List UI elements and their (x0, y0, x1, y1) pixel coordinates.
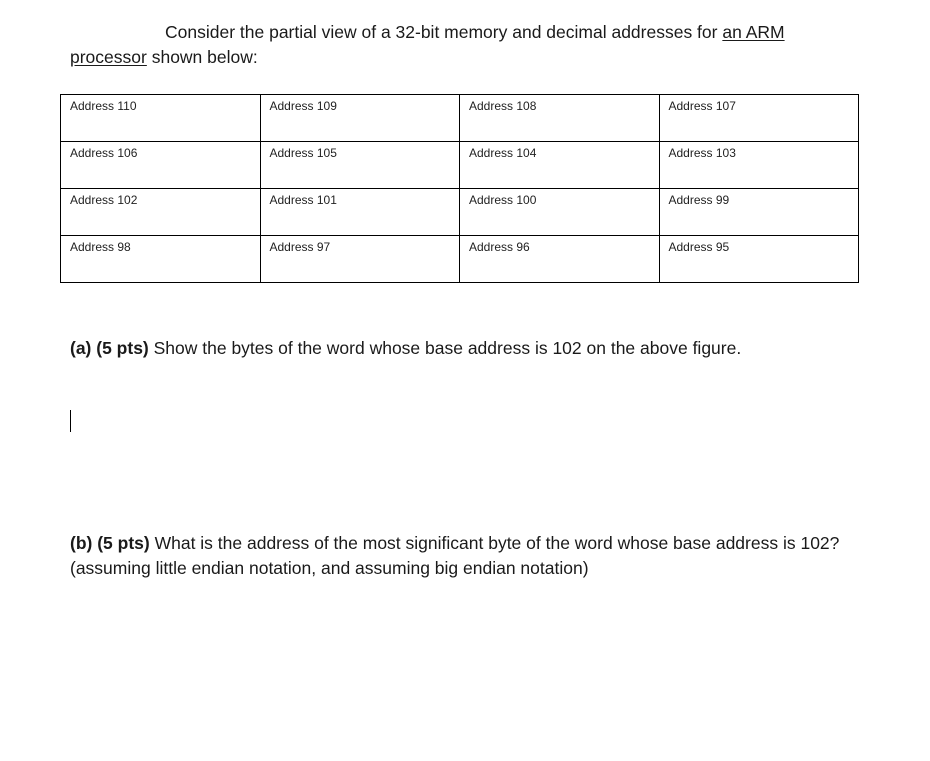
memory-cell[interactable]: Address 102 (61, 189, 261, 236)
memory-cell[interactable]: Address 105 (260, 142, 460, 189)
memory-table (60, 94, 859, 283)
question-b (70, 531, 850, 581)
memory-cell[interactable]: Address 107 (659, 95, 859, 142)
memory-cell[interactable]: Address 103 (659, 142, 859, 189)
memory-cell[interactable]: Address 99 (659, 189, 859, 236)
memory-row (61, 142, 859, 189)
memory-row (61, 189, 859, 236)
memory-cell[interactable]: Address 109 (260, 95, 460, 142)
memory-cell[interactable]: Address 106 (61, 142, 261, 189)
question-b-label: (b) (5 pts) (70, 533, 150, 553)
memory-cell[interactable]: Address 104 (460, 142, 660, 189)
memory-cell[interactable]: Address 95 (659, 236, 859, 283)
text-cursor[interactable] (70, 410, 71, 432)
memory-cell[interactable]: Address 96 (460, 236, 660, 283)
question-a-text: Show the bytes of the word whose base address is 102 on the above figure. (148, 338, 742, 358)
memory-cell[interactable]: Address 97 (260, 236, 460, 283)
memory-cell[interactable]: Address 108 (460, 95, 660, 142)
intro-paragraph (70, 20, 830, 70)
memory-cell[interactable]: Address 100 (460, 189, 660, 236)
memory-row (61, 95, 859, 142)
intro-text-after: shown below: (146, 47, 258, 67)
intro-text-before: Consider the partial view of a 32-bit memory and decimal addresses for (165, 22, 723, 42)
memory-cell[interactable]: Address 110 (61, 95, 261, 142)
question-b-text: What is the address of the most significant byte of the word whose base address is 102? (assuming little endian notation, and assuming big endian notation) (70, 533, 840, 578)
memory-row (61, 236, 859, 283)
intro-underlined-arm: an ARM (722, 22, 785, 42)
intro-underlined-processor: processor (70, 47, 147, 67)
memory-cell[interactable]: Address 98 (61, 236, 261, 283)
question-a (70, 336, 850, 361)
memory-cell[interactable]: Address 101 (260, 189, 460, 236)
question-a-label: (a) (5 pts) (70, 338, 149, 358)
